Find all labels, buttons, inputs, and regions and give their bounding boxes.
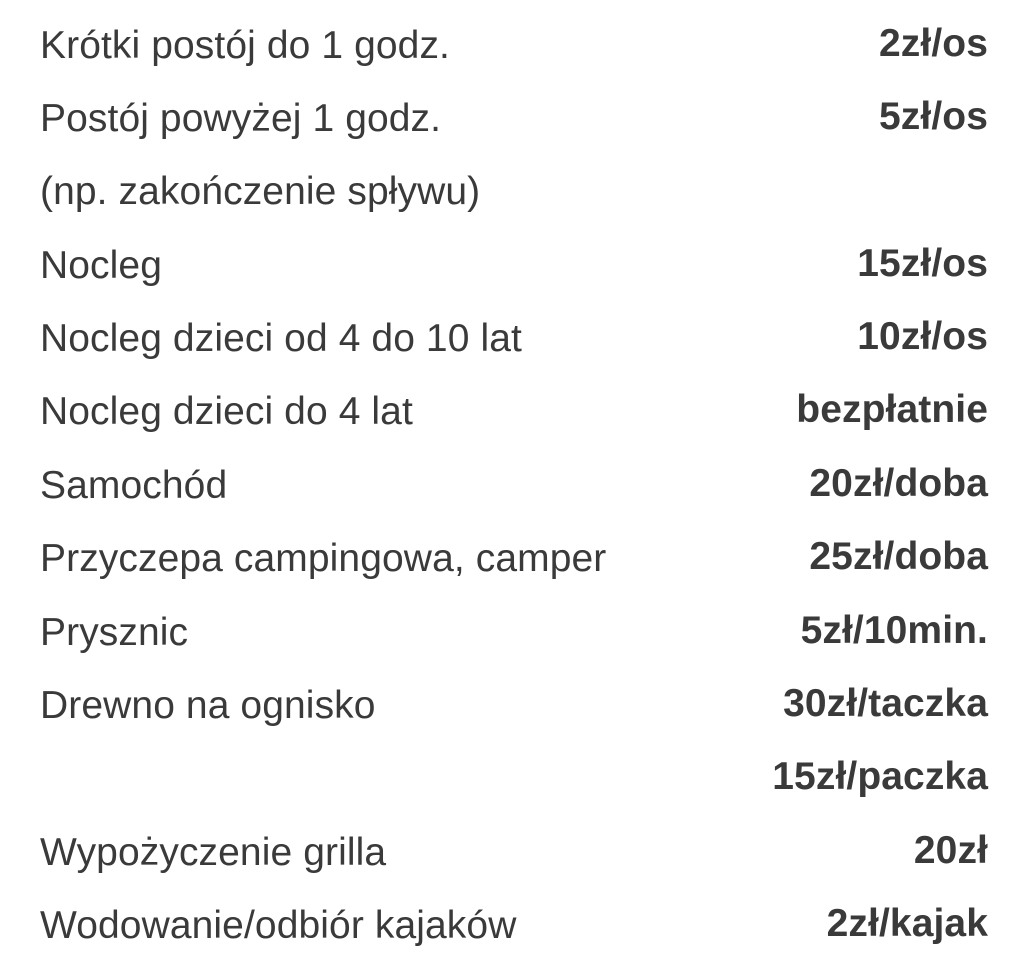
item-label: Wodowanie/odbiór kajaków [40, 904, 517, 947]
item-label: Przyczepa campingowa, camper [40, 537, 607, 580]
item-price: 20zł/doba [809, 462, 988, 505]
item-label: Drewno na ognisko [40, 684, 376, 727]
item-label: Samochód [40, 464, 228, 507]
price-row [0, 669, 1024, 742]
item-price: bezpłatnie [796, 388, 988, 431]
item-label: Nocleg dzieci od 4 do 10 lat [40, 317, 522, 360]
item-price: 15zł/os [857, 242, 988, 285]
item-price: 15zł/paczka [772, 755, 988, 798]
price-row [0, 375, 1024, 448]
price-row [0, 155, 1024, 228]
price-row [0, 816, 1024, 889]
item-price: 2zł/kajak [826, 902, 988, 945]
item-price: 5zł/os [879, 95, 988, 138]
price-row [0, 302, 1024, 375]
item-label: Postój powyżej 1 godz. [40, 97, 442, 140]
item-label: Prysznic [40, 611, 189, 654]
price-row [0, 889, 1024, 962]
price-row [0, 229, 1024, 302]
item-price: 10zł/os [857, 315, 988, 358]
item-price: 25zł/doba [809, 535, 988, 578]
price-row [0, 742, 1024, 815]
item-label: Nocleg [40, 244, 162, 287]
item-price: 5zł/10min. [800, 609, 988, 652]
item-label: (np. zakończenie spływu) [40, 170, 481, 213]
price-row [0, 522, 1024, 595]
price-row [0, 449, 1024, 522]
item-label: Nocleg dzieci do 4 lat [40, 390, 413, 433]
item-label: Krótki postój do 1 godz. [40, 24, 450, 67]
item-label: Wypożyczenie grilla [40, 831, 387, 874]
item-price: 30zł/taczka [783, 682, 988, 725]
item-price: 20zł [913, 829, 988, 872]
price-row [0, 9, 1024, 82]
item-price: 2zł/os [879, 22, 988, 65]
price-row [0, 596, 1024, 669]
price-row [0, 82, 1024, 155]
